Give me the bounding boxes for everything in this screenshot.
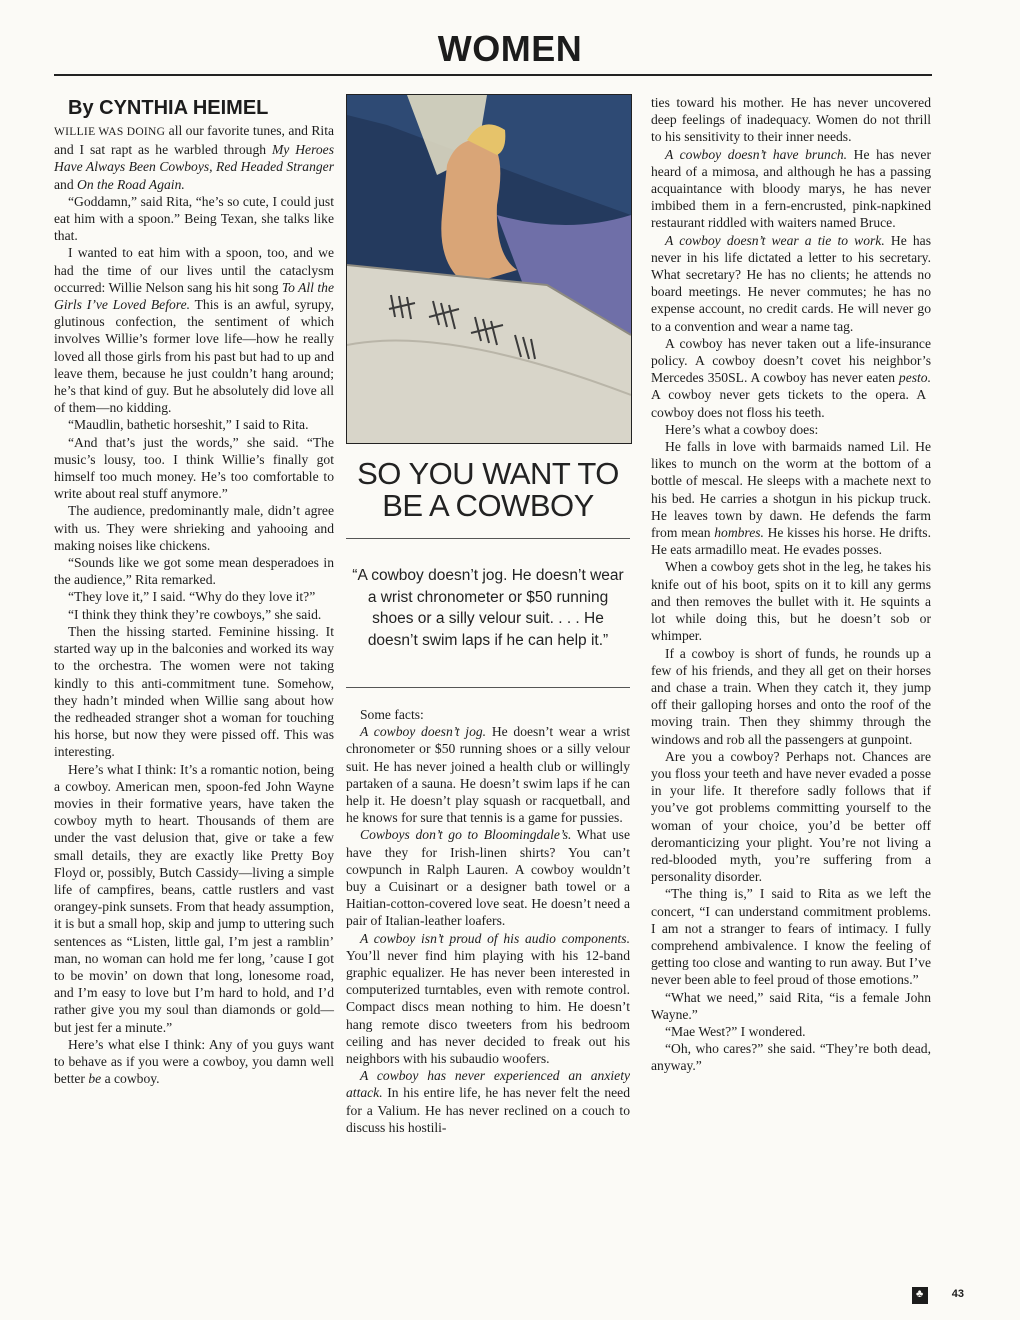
text: He doesn’t wear a wrist chronometer or $50 running shoes or a silly velour suit. He has never joined a health club or willingly partaken of a sauna. He doesn’t swim laps if he can help it. He doesn’t play squash or racquetball, and he knows for sure that tennis is a game for pussies. — [346, 724, 631, 826]
paragraph: When a cowboy gets shot in the leg, he takes his knife out of his boot, spits on it to kill any germs and then removes the bullet with it. He squints a lot while doing this, but he doesn’t sob or whimper. — [651, 559, 931, 644]
byline: By CYNTHIA HEIMEL — [68, 97, 269, 119]
paragraph: Here’s what a cowboy does: — [665, 421, 819, 437]
paragraph: “Goddamn,” said Rita, “he’s so cute, I could just eat him with a spoon.” Being Texan, she talks like that. — [54, 193, 334, 244]
end-mark-logo-icon — [912, 1287, 928, 1304]
paragraph — [346, 930, 630, 1068]
paragraph: ties toward his mother. He has never uncovered deep feelings of inadequacy. Women do not thrill to his sensitivity to their inner needs. — [651, 95, 931, 145]
text: I wanted to eat him with a spoon, too, and we had the time of our lives until the cataclysm occurred: Willie Nelson sang his hit song — [54, 245, 334, 295]
paragraph: Then the hissing started. Feminine hissing. It started way up in the balconies and worked its way to the orchestra. The women were not taking kindly to this anti-commitment tune. Somehow, they hadn’t minded when Willie sang about how the redheaded stranger shot a woman for touching his horse, but now they were pissed off. This was interesting. — [54, 623, 334, 760]
paragraph — [651, 232, 931, 335]
paragraph: “And that’s just the words,” she said. “The music’s lousy, too. I think Willie’s finally got himself too much money. He’s too comfortable to write about real stuff anymore.” — [54, 434, 334, 502]
column-2 — [346, 94, 630, 1136]
paragraph: “The thing is,” I said to Rita as we left the concert, “I can understand commitment problems. I am not a stranger to fears of intimacy. I fully comprehend ambivalence. I know the feeling of getting too close and wanting to run away. But I’ve never been able to feel proud of those emotions.” — [651, 886, 931, 988]
paragraph: Here’s what I think: It’s a romantic notion, being a cowboy. American men, spoon-fed John Wayne movies in their formative years, have taken the cowboy myth to heart. Thousands of them are under the vast delusion that, give or take a few small details, they are exactly like Pretty Boy Floyd or, possibly, Butch Cassidy—living a simple life of campfires, beans, cattle rustlers and vast orangey-pink sunsets. From that heady assumption, it is but a small hop, skip and jump to uttering such sentences as “Listen, little gal, I’m jest a ramblin’ man, no woman can hold me fer long, ’cause I got to be movin’ on down that long, lonesome road, and I’m easy to love but I’m hard to hold, and I’d rather give you my soul than diamonds or gold—but jest fer a minute.” — [54, 761, 334, 1035]
top-rule — [54, 74, 932, 76]
song-title: My Heroes Have Always Been Cowboys, Red Headed Stranger — [54, 142, 334, 175]
emphasis: pesto. — [898, 370, 931, 386]
headline: SO YOU WANT TO BE A COWBOY — [357, 456, 619, 523]
song-title: On the Road Again. — [77, 176, 185, 192]
paragraph — [346, 1067, 630, 1136]
paragraph: Some facts: — [360, 707, 424, 722]
emphasis: A cowboy isn’t proud of his audio components. — [360, 930, 630, 946]
illustration — [346, 94, 632, 444]
paragraph: “Sounds like we got some mean desperadoes in the audience,” Rita remarked. — [54, 555, 334, 588]
divider — [346, 687, 630, 688]
text: What use have they for Irish-linen shirts? You can’t cowpunch in Ralph Lauren. A cowboy wouldn’t buy a Cuisinart or a designer bath towel or a Haitian-cotton-covered love seat. He doesn’t need a pair of Italian-leather loafers. — [346, 827, 630, 929]
song-title: To All the Girls I’ve Loved Before. — [54, 279, 334, 313]
column-3 — [651, 94, 931, 1075]
text: He has never in his life dictated a letter to his secretary. What secretary? He has no clients; he attends no board meetings. He never commutes; he has no expense account, no credit cards. He will never go to a convention and wear a name tag. — [651, 232, 931, 334]
paragraph: If a cowboy is short of funds, he rounds up a few of his friends, and they all get on their horses and chase a train. When they catch it, they jump off their galloping horses and onto the roof of the moving train. Then they shimmy through the windows and rob all the passengers at gunpoint. — [651, 645, 931, 747]
paragraph — [54, 122, 334, 193]
paragraph: “Maudlin, bathetic horseshit,” I said to Rita. — [68, 417, 309, 433]
emphasis: A cowboy doesn’t jog. — [360, 724, 487, 740]
paragraph — [651, 438, 931, 558]
emphasis: Cowboys don’t go to Bloomingdale’s. — [360, 827, 572, 843]
paragraph: Are you a cowboy? Perhaps not. Chances are you floss your teeth and have never evaded a posse in your life. It therefore sadly follows that if you’ve got problems committing yourself to the woman of your choice, you’d be better off deromanticizing your plight. You’re not living a red-blooded myth, you’re suffering from a personality disorder. — [651, 748, 931, 885]
emphasis: A cowboy has never experienced an anxiety attack. — [346, 1068, 630, 1101]
text: He has never heard of a mimosa, and although he has a passing acquaintance with bloody marys, he has never imbibed them in a fern-encrusted, pink-napkined restaurant riddled with waiters named Bruce. — [651, 146, 931, 231]
text: all our favorite tunes, and Rita and I sat rapt as he warbled through — [54, 123, 335, 158]
paragraph: “They love it,” I said. “Why do they love it?” — [68, 589, 316, 605]
text: and — [54, 176, 78, 192]
text: Here’s what else I think: Any of you guys want to behave as if you were a cowboy, you damn well better — [54, 1036, 334, 1087]
divider — [346, 538, 630, 539]
section-title: WOMEN — [437, 28, 583, 69]
emphasis: hombres. — [714, 525, 764, 541]
page-number: 43 — [951, 1288, 964, 1300]
pull-quote: “A cowboy doesn’t jog. He doesn’t wear a wrist chronometer or $50 running shoes or a silly velour suit. . . . He doesn’t swim laps if he can help it.” — [352, 567, 624, 649]
text: You’ll never find him playing with his 12-band graphic equalizer. He has never been interested in computerized turntables, even with remote control. Compact discs mean nothing to him. He doesn’t hang remote disco tweeters from his bedroom ceiling and has never decided to freak out his neighbors with his subaudio woofers. — [346, 947, 630, 1067]
text: He falls in love with barmaids named Lil. He likes to munch on the worm at the bottom of a bottle of mescal. He sleeps with a machete next to his bed. He carries a shotgun in his pickup truck. He leaves town by dawn. He defends the farm from mean — [651, 439, 931, 541]
text: A cowboy has never taken out a life-insurance policy. A cowboy doesn’t covet his neighbor’s Mercedes 350SL. A cowboy has never eaten — [651, 335, 931, 386]
paragraph: “What we need,” said Rita, “is a female John Wayne.” — [651, 989, 931, 1022]
text: He kisses his horse. He drifts. He eats armadillo meat. He evades posses. — [651, 525, 931, 558]
text: This is an awful, syrupy, glutinous confection, the sentiment of which involves Willie’s former love life—how he really loved all those girls from his past but had to up and leave them, because he just couldn’t hang around; he’s that kind of guy. But he absolutely did love all of them—no kidding. — [54, 297, 334, 416]
paragraph: “Oh, who cares?” she said. “They’re both dead, anyway.” — [651, 1041, 931, 1074]
emphasis: be — [88, 1071, 102, 1087]
text: In his entire life, he has never felt the need for a Valium. He has never reclined on a couch to discuss his hostili- — [346, 1085, 630, 1135]
paragraph: The audience, predominantly male, didn’t agree with us. They were shrieking and yahooing and making noises like chickens. — [54, 503, 334, 553]
paragraph: “I think they think they’re cowboys,” she said. — [68, 606, 322, 622]
logo-glyph: ♣ — [916, 1288, 924, 1300]
paragraph — [54, 1036, 334, 1088]
paragraph — [346, 723, 630, 826]
text: a cowboy. — [101, 1071, 160, 1087]
paragraph — [346, 826, 630, 929]
paragraph: “Mae West?” I wondered. — [665, 1023, 806, 1039]
text: A cowboy never gets tickets to the opera. A cowboy does not floss his teeth. — [651, 387, 927, 420]
column-1 — [54, 94, 334, 1087]
paragraph — [651, 335, 931, 421]
emphasis: A cowboy doesn’t have brunch. — [665, 146, 848, 162]
lead-in: WILLIE WAS DOING — [54, 126, 166, 138]
illustration-drawing — [347, 95, 631, 443]
emphasis: A cowboy doesn’t wear a tie to work. — [665, 232, 885, 248]
paragraph — [651, 146, 931, 232]
paragraph — [54, 244, 334, 416]
